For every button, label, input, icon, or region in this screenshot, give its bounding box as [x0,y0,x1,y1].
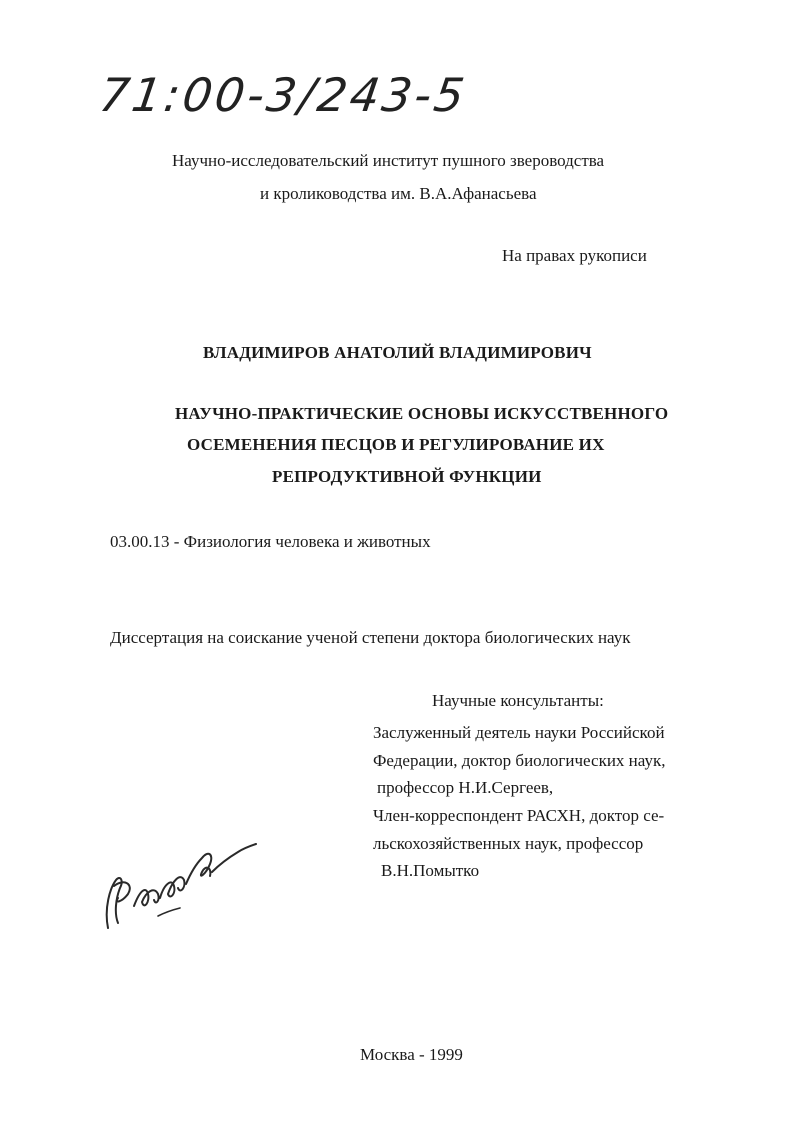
consultant-line: Заслуженный деятель науки Российской [373,723,665,742]
consultant-line: льскохозяйственных наук, профессор [373,834,644,853]
author-signature [100,828,260,938]
author-name: ВЛАДИМИРОВ АНАТОЛИЙ ВЛАДИМИРОВИЧ [203,343,592,362]
consultant-line: Федерации, доктор биологических наук, [373,751,666,770]
institute-line-1: Научно-исследовательский институт пушного звероводства [172,151,605,170]
institute-line-2: и кролиководства им. В.А.Афанасьева [260,184,537,203]
consultant-line: В.Н.Помытко [381,861,480,880]
handwritten-catalog-number: 71:00-3/243-5 [96,68,471,122]
title-line-3: РЕПРОДУКТИВНОЙ ФУНКЦИИ [272,467,542,486]
degree-statement: Диссертация на соискание ученой степени доктора биологических наук [110,628,631,647]
title-line-2: ОСЕМЕНЕНИЯ ПЕСЦОВ И РЕГУЛИРОВАНИЕ ИХ [187,435,605,454]
place-and-year: Москва - 1999 [360,1045,463,1064]
manuscript-rights: На правах рукописи [502,246,647,265]
title-line-1: НАУЧНО-ПРАКТИЧЕСКИЕ ОСНОВЫ ИСКУССТВЕННОГО [175,404,669,423]
consultants-heading: Научные консультанты: [432,691,604,710]
specialty-code: 03.00.13 - Физиология человека и животных [110,532,431,551]
consultant-line: профессор Н.И.Сергеев, [377,778,554,797]
consultant-line: Член-корреспондент РАСХН, доктор се- [373,806,665,825]
